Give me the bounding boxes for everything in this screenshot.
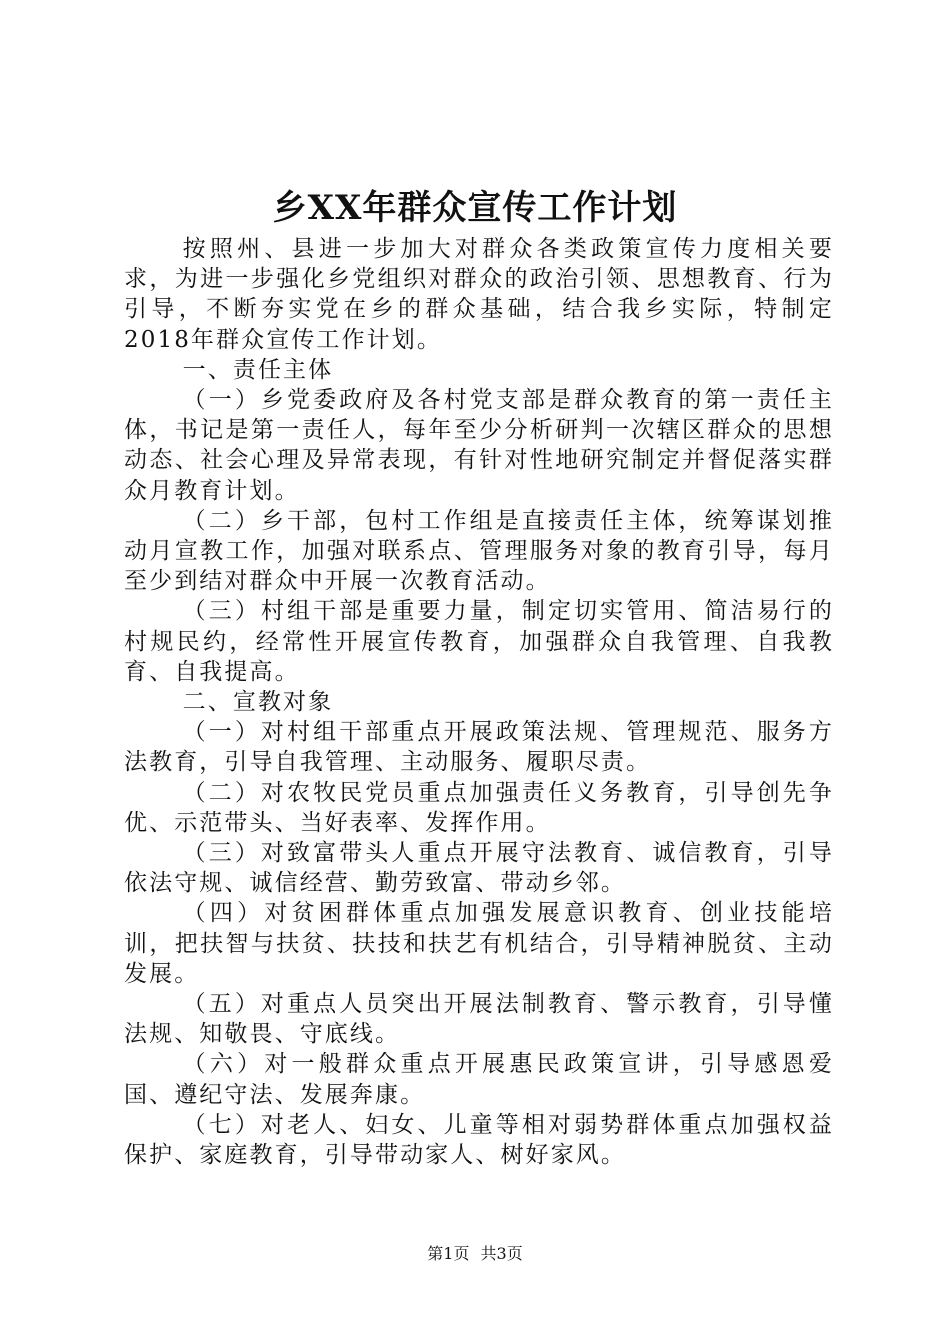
page-total: 共3页 — [480, 1244, 523, 1263]
paragraph-item: （二）乡干部，包村工作组是直接责任主体，统筹谋划推动月宣教工作，加强对联系点、管理服务对象的教育引导，每月至少到结对群众中开展一次教育活动。 — [124, 507, 834, 595]
paragraph-item: （二）对农牧民党员重点加强责任义务教育，引导创先争优、示范带头、当好表率、发挥作用。 — [124, 779, 834, 836]
paragraph-item: （四）对贫困群体重点加强发展意识教育、创业技能培训，把扶智与扶贫、扶技和扶艺有机结合，引导精神脱贫、主动发展。 — [124, 900, 834, 987]
paragraph-intro: 按照州、县进一步加大对群众各类政策宣传力度相关要求，为进一步强化乡党组织对群众的政治引领、思想教育、行为引导，不断夯实党在乡的群众基础，结合我乡实际，特制定2018年群众宣传工作计划。 — [124, 236, 834, 353]
paragraph-item: （三）对致富带头人重点开展守法教育、诚信教育，引导依法守规、诚信经营、勤劳致富、带动乡邻。 — [124, 840, 834, 897]
paragraph-item: （一）乡党委政府及各村党支部是群众教育的第一责任主体，书记是第一责任人，每年至少分析研判一次辖区群众的思想动态、社会心理及异常表现，有针对性地研究制定并督促落实群众月教育计划。 — [124, 387, 834, 504]
page-number: 第1页 — [427, 1244, 470, 1263]
section-heading-responsibility: 一、责任主体 — [182, 356, 334, 383]
paragraph-item: （六）对一般群众重点开展惠民政策宣讲，引导感恩爱国、遵纪守法、发展奔康。 — [124, 1051, 834, 1108]
paragraph-item: （五）对重点人员突出开展法制教育、警示教育，引导懂法规、知敬畏、守底线。 — [124, 991, 834, 1048]
document-title: 乡XX年群众宣传工作计划 — [272, 188, 678, 228]
page-footer — [0, 1242, 950, 1266]
document-body — [124, 234, 834, 1170]
paragraph-item: （一）对村组干部重点开展政策法规、管理规范、服务方法教育，引导自我管理、主动服务、履职尽责。 — [124, 719, 834, 776]
paragraph-item: （三）村组干部是重要力量，制定切实管用、简洁易行的村规民约，经常性开展宣传教育，加强群众自我管理、自我教育、自我提高。 — [124, 598, 834, 685]
section-heading-targets: 二、宣教对象 — [182, 689, 334, 716]
paragraph-item: （七）对老人、妇女、儿童等相对弱势群体重点加强权益保护、家庭教育，引导带动家人、树好家风。 — [124, 1111, 834, 1169]
